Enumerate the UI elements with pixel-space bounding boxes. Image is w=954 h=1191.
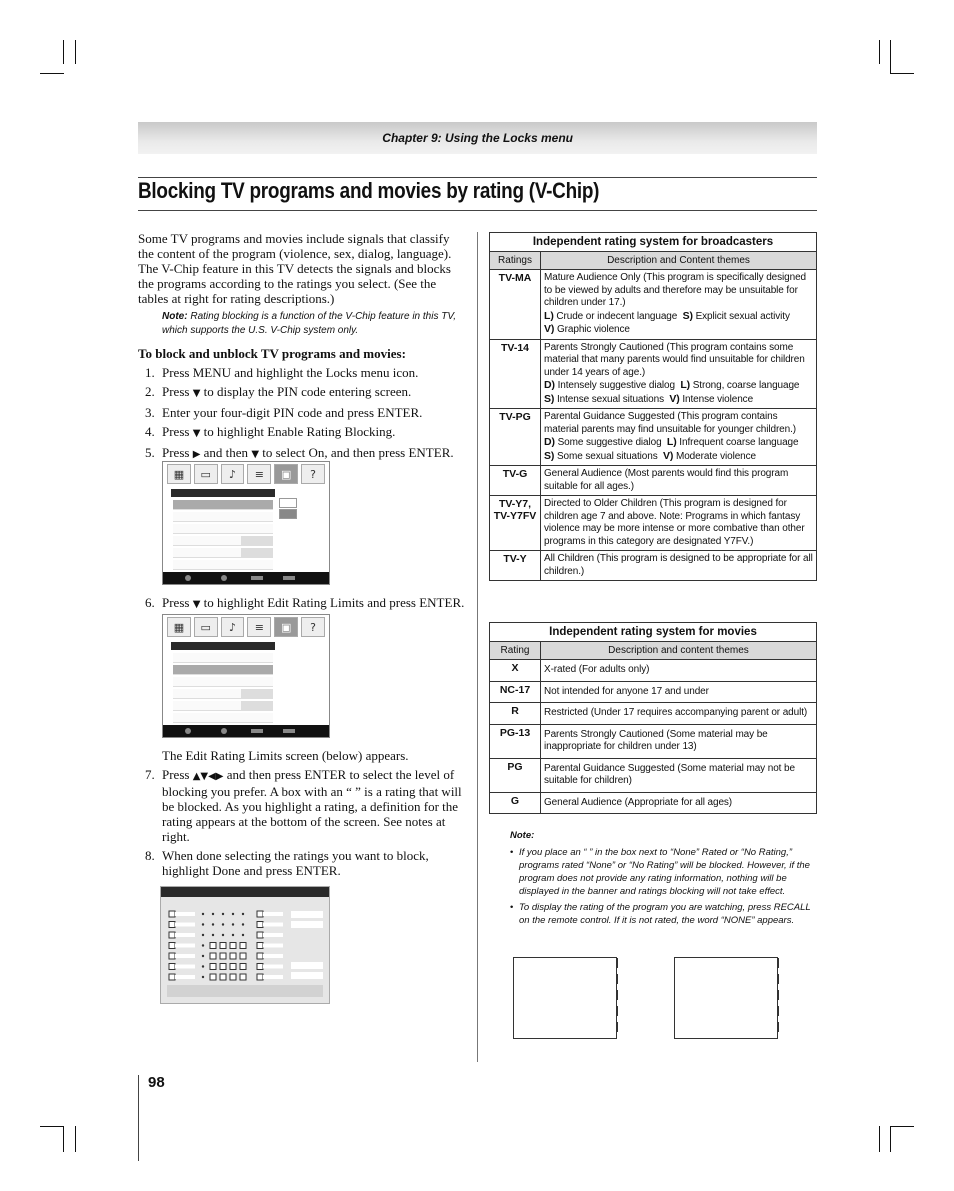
rating-checkbox xyxy=(169,911,175,917)
rating-description: General Audience (Most parents would find this program suitable for all ages.) xyxy=(541,466,817,496)
down-arrow-icon: ▼ xyxy=(251,449,260,460)
chapter-header xyxy=(138,122,817,154)
rating-checkbox xyxy=(220,943,226,949)
crop-mark xyxy=(75,40,76,64)
rating-description: Parents Strongly Cautioned (Some material may be inappropriate for children under 13) xyxy=(541,724,817,758)
step-item: 8. When done selecting the ratings you want to block, highlight Done and press ENTER. xyxy=(145,848,429,878)
help-icon: ? xyxy=(301,617,325,637)
crop-mark xyxy=(890,73,914,74)
menu-row xyxy=(173,677,273,687)
procedure-heading: To block and unblock TV programs and movies: xyxy=(138,346,406,361)
audio-icon: ♪ xyxy=(221,464,245,484)
rating-description: X-rated (For adults only) xyxy=(541,660,817,682)
crop-mark xyxy=(75,1126,76,1152)
screen-button xyxy=(291,921,323,928)
rating-checkbox xyxy=(220,964,226,970)
column-header: Ratings xyxy=(490,252,541,270)
menu-heading-bar xyxy=(171,642,275,650)
rating-dot xyxy=(202,944,204,946)
rating-description: Parents Strongly Cautioned (This program contains some material that many parents would find unsuitable for children under 14 years of age.) D) Intensely suggestive dialog L) Strong, coarse language S) Intense sexual situations V) Intense violence xyxy=(541,339,817,409)
rating-label-bar xyxy=(263,923,283,927)
table-row xyxy=(490,724,817,758)
rating-dot xyxy=(202,955,204,957)
column-header: Description and content themes xyxy=(541,642,817,660)
rating-description: All Children (This program is designed to be appropriate for all children.) xyxy=(541,551,817,581)
rating-checkbox xyxy=(230,974,236,980)
table-row xyxy=(490,681,817,703)
lock-icon: ▣ xyxy=(274,617,298,637)
rating-code: NC-17 xyxy=(490,681,541,703)
rating-dot xyxy=(212,934,214,936)
step-item: 1. Press MENU and highlight the Locks menu icon. xyxy=(145,365,419,380)
rating-label-bar xyxy=(263,965,283,969)
banner-screenshot-left xyxy=(513,957,617,1039)
rating-checkbox xyxy=(210,953,216,959)
column-header: Rating xyxy=(490,642,541,660)
screen-button xyxy=(291,962,323,969)
rating-checkbox xyxy=(230,943,236,949)
ratings-note xyxy=(510,829,816,927)
screen-button xyxy=(291,911,323,918)
rating-checkbox xyxy=(220,953,226,959)
rating-dot xyxy=(212,913,214,915)
column-header: Description and Content themes xyxy=(541,252,817,270)
rating-description: Parental Guidance Suggested (Some material may not be suitable for children) xyxy=(541,758,817,792)
table-row xyxy=(490,270,817,340)
rating-label-bar xyxy=(175,965,195,969)
crop-mark xyxy=(890,40,891,74)
broadcast-rating-table xyxy=(489,232,817,581)
crop-mark xyxy=(40,73,64,74)
step-item: 6. Press ▼ to highlight Edit Rating Limits and press ENTER. xyxy=(145,595,465,610)
rating-label-bar xyxy=(263,954,283,958)
intro-paragraph: Some TV programs and movies include signals that classify the content of the program (violence, sex, dialog, language). The V-Chip feature in this TV detects the signals and blocks the programs according to the ratings you select. (See the tables at right for rating descriptions.) xyxy=(138,231,452,306)
rating-dot xyxy=(232,923,234,925)
rating-dot xyxy=(202,976,204,978)
rating-code: TV-PG xyxy=(490,409,541,466)
crop-mark xyxy=(879,1126,880,1152)
direction-arrows-icon: ▲▼◀▶ xyxy=(192,771,224,782)
rating-label-bar xyxy=(175,933,195,937)
menu-footer-bar xyxy=(163,725,329,737)
rating-label-bar xyxy=(175,912,195,916)
steps-list-3 xyxy=(138,767,462,878)
definition-bar xyxy=(167,985,323,997)
steps-list-1 xyxy=(138,365,460,462)
rating-checkbox xyxy=(210,974,216,980)
chapter-title: Chapter 9: Using the Locks menu xyxy=(382,131,573,145)
rating-label-bar xyxy=(175,923,195,927)
rating-description: General Audience (Appropriate for all ages) xyxy=(541,792,817,814)
table-row xyxy=(490,551,817,581)
rating-dot xyxy=(232,934,234,936)
rating-code: X xyxy=(490,660,541,682)
rating-dot xyxy=(202,965,204,967)
rating-code: R xyxy=(490,703,541,725)
rating-description: Parental Guidance Suggested (This program contains material parents may find unsuitable for younger children.) D) Some suggestive dialog L) Infrequent coarse language S) Some sexual situations V) Moderate violence xyxy=(541,409,817,466)
rating-label-bar xyxy=(175,975,195,979)
rating-checkbox xyxy=(257,911,263,917)
rating-checkbox xyxy=(257,943,263,949)
rating-checkbox xyxy=(240,943,246,949)
menu-row xyxy=(173,713,273,723)
step-item: 4. Press ▼ to highlight Enable Rating Blocking. xyxy=(145,424,396,439)
table-row xyxy=(490,792,817,814)
rating-code: TV-Y7, TV-Y7FV xyxy=(490,496,541,551)
down-arrow-icon: ▼ xyxy=(192,388,201,399)
rating-checkbox xyxy=(240,974,246,980)
rating-label-bar xyxy=(175,944,195,948)
audio-icon: ♪ xyxy=(221,617,245,637)
rating-dot xyxy=(242,923,244,925)
locks-menu-screenshot-1 xyxy=(162,461,330,585)
rating-dot xyxy=(202,934,204,936)
table-row xyxy=(490,703,817,725)
page-number-rule xyxy=(138,1075,139,1161)
setup-icon: ≡ xyxy=(247,464,271,484)
rating-code: TV-Y xyxy=(490,551,541,581)
rating-checkbox xyxy=(169,953,175,959)
rating-note xyxy=(162,310,458,338)
page-number: 98 xyxy=(148,1074,165,1091)
rating-dot xyxy=(222,923,224,925)
rating-checkbox xyxy=(257,922,263,928)
picture-icon: ▦ xyxy=(167,464,191,484)
step-item: 5. Press ▶ and then ▼ to select On, and then press ENTER. xyxy=(145,445,454,460)
note-bullet: • To display the rating of the program you are watching, press RECALL on the remote control. If it is not rated, the word “NONE” appears. xyxy=(510,901,816,927)
rating-code: PG-13 xyxy=(490,724,541,758)
rating-checkbox xyxy=(230,964,236,970)
rating-checkbox xyxy=(169,964,175,970)
rating-label-bar xyxy=(263,912,283,916)
rating-label-bar xyxy=(175,954,195,958)
rating-checkbox xyxy=(169,932,175,938)
table-row xyxy=(490,758,817,792)
table-row xyxy=(490,339,817,409)
rating-dot xyxy=(222,913,224,915)
table-row xyxy=(490,409,817,466)
rating-description: Directed to Older Children (This program is designed for children age 7 and above. Note: Programs in which fantasy violence may be more intense or more combative than other programs in this category are designated Y7FV.) xyxy=(541,496,817,551)
table-row xyxy=(490,660,817,682)
video-icon: ▭ xyxy=(194,464,218,484)
table-caption: Independent rating system for movies xyxy=(490,623,817,642)
crop-mark xyxy=(40,1126,64,1127)
note-text: Rating blocking is a function of the V-Chip feature in this TV, which supports the U.S. V-Chip system only. xyxy=(162,311,457,336)
menu-heading-bar xyxy=(171,489,275,497)
page-title: Blocking TV programs and movies by rating (V-Chip) xyxy=(138,178,600,203)
option-box-off xyxy=(279,498,297,508)
picture-icon: ▦ xyxy=(167,617,191,637)
table-caption: Independent rating system for broadcasters xyxy=(490,233,817,252)
rating-checkbox xyxy=(240,953,246,959)
note-label: Note: xyxy=(510,830,535,841)
menu-row xyxy=(173,524,273,534)
rating-dot xyxy=(202,923,204,925)
video-icon: ▭ xyxy=(194,617,218,637)
rating-label-bar xyxy=(263,944,283,948)
rating-dot xyxy=(202,913,204,915)
table-row xyxy=(490,466,817,496)
step-item: 7. Press ▲▼◀▶ and then press ENTER to select the level of blocking you prefer. A box with an “ ” is a rating that will be blocked. As you highlight a rating, a definition for the rating appears at the bottom of the screen. See notes at right. xyxy=(145,767,462,844)
locks-menu-screenshot-2 xyxy=(162,614,330,738)
rating-label-bar xyxy=(263,975,283,979)
rating-checkbox xyxy=(257,953,263,959)
note-bullet: • If you place an “ ” in the box next to “None” Rated or “No Rating,” programs rated “None” or “No Rating” will be blocked. However, if the program does not provide any rating information, nothing will be displayed in the banner and ratings blocking will not take effect. xyxy=(510,846,816,898)
rating-dot xyxy=(212,923,214,925)
steps-list-2 xyxy=(138,595,468,612)
rating-checkbox xyxy=(220,974,226,980)
menu-row xyxy=(173,512,273,522)
step-item: 3. Enter your four-digit PIN code and press ENTER. xyxy=(145,405,423,420)
rating-checkbox xyxy=(257,932,263,938)
rating-checkbox xyxy=(257,964,263,970)
column-divider xyxy=(477,232,478,1062)
menu-row xyxy=(173,689,273,699)
rating-code: PG xyxy=(490,758,541,792)
down-arrow-icon: ▼ xyxy=(192,428,201,439)
right-arrow-icon: ▶ xyxy=(192,449,201,460)
table-row xyxy=(490,496,817,551)
down-arrow-icon: ▼ xyxy=(192,599,201,610)
rating-dot xyxy=(242,934,244,936)
rating-dot xyxy=(242,913,244,915)
rating-description: Mature Audience Only (This program is specifically designed to be viewed by adults and therefore may be unsuitable for children under 17.) L) Crude or indecent language S) Explicit sexual activity V) Graphic violence xyxy=(541,270,817,340)
screen-button xyxy=(291,972,323,979)
menu-icon-bar xyxy=(163,462,329,488)
crop-mark xyxy=(890,1126,891,1152)
help-icon: ? xyxy=(301,464,325,484)
menu-row xyxy=(173,500,273,510)
banner-screenshot-right xyxy=(674,957,778,1039)
rating-checkbox xyxy=(169,943,175,949)
step-item: 2. Press ▼ to display the PIN code entering screen. xyxy=(145,384,412,399)
rating-label-bar xyxy=(263,933,283,937)
edit-screen-text: The Edit Rating Limits screen (below) appears. xyxy=(162,748,409,763)
rating-description: Not intended for anyone 17 and under xyxy=(541,681,817,703)
rating-description: Restricted (Under 17 requires accompanying parent or adult) xyxy=(541,703,817,725)
menu-row xyxy=(173,701,273,711)
crop-mark xyxy=(63,40,64,64)
rating-dot xyxy=(222,934,224,936)
edit-rating-limits-screenshot xyxy=(160,886,330,1004)
rating-checkbox xyxy=(240,964,246,970)
menu-row xyxy=(173,653,273,663)
rating-dot xyxy=(232,913,234,915)
rating-code: G xyxy=(490,792,541,814)
title-rule-bottom xyxy=(138,210,817,211)
rating-code: TV-MA xyxy=(490,270,541,340)
menu-row xyxy=(173,536,273,546)
setup-icon: ≡ xyxy=(247,617,271,637)
menu-row xyxy=(173,665,273,675)
crop-mark xyxy=(879,40,880,64)
menu-footer-bar xyxy=(163,572,329,584)
rating-checkbox xyxy=(230,953,236,959)
menu-icon-bar xyxy=(163,615,329,641)
menu-row xyxy=(173,560,273,570)
lock-icon: ▣ xyxy=(274,464,298,484)
rating-code: TV-G xyxy=(490,466,541,496)
menu-row xyxy=(173,548,273,558)
rating-code: TV-14 xyxy=(490,339,541,409)
rating-checkbox xyxy=(210,964,216,970)
crop-mark xyxy=(890,1126,914,1127)
movie-rating-table xyxy=(489,622,817,814)
crop-mark xyxy=(63,1126,64,1152)
rating-checkbox xyxy=(169,922,175,928)
rating-checkbox xyxy=(257,974,263,980)
option-box-on xyxy=(279,509,297,519)
note-label: Note: xyxy=(162,311,188,322)
rating-checkbox xyxy=(169,974,175,980)
rating-checkbox xyxy=(210,943,216,949)
